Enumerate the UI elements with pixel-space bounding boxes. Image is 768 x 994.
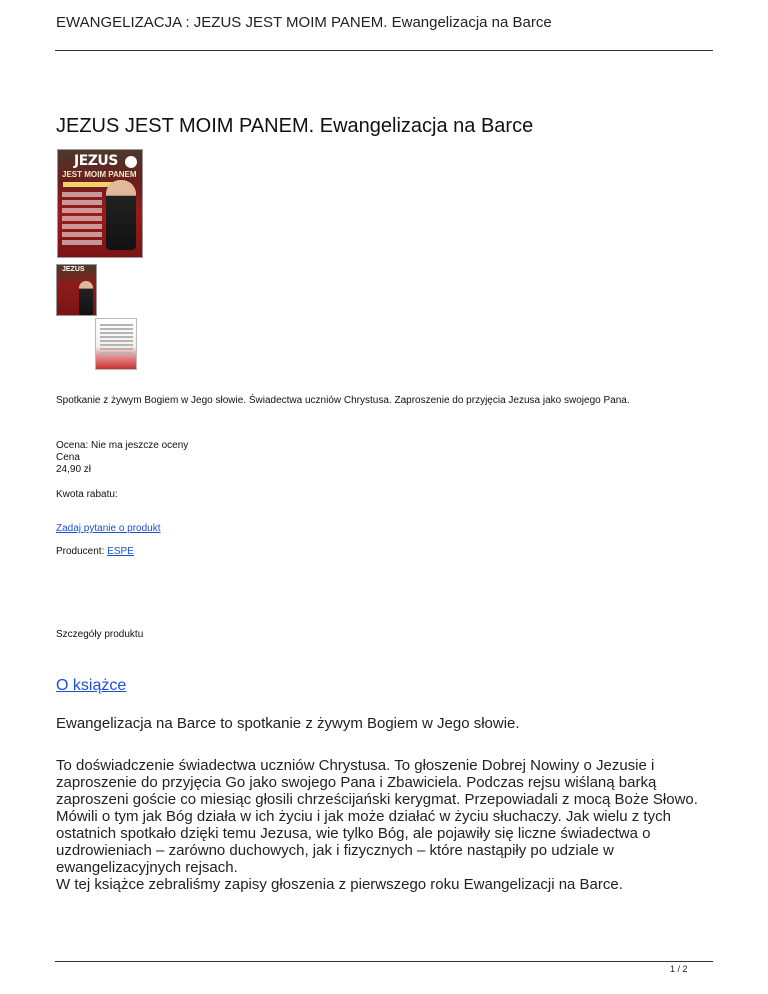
cover-subtitle: JEST MOIM PANEM xyxy=(62,170,137,179)
producer-row xyxy=(56,546,134,557)
cover-title: JEZUS xyxy=(74,153,118,169)
product-summary: Spotkanie z żywym Bogiem w Jego słowie. Świadectwa uczniów Chrystusa. Zaproszenie do przyjęcia Jezusa jako swojego Pana. xyxy=(56,395,630,406)
description-closing: W tej książce zebraliśmy zapisy głoszenia z pierwszego roku Ewangelizacji na Barce. xyxy=(56,876,623,893)
price-label: Cena xyxy=(56,452,80,463)
producer-label: Producent: xyxy=(56,546,108,557)
about-book-link[interactable]: O książce xyxy=(56,677,127,694)
description-body xyxy=(56,757,716,893)
cover-contents-list xyxy=(62,192,102,248)
rating-text: Ocena: Nie ma jeszcze oceny xyxy=(56,440,189,451)
page-title: JEZUS JEST MOIM PANEM. Ewangelizacja na Barce xyxy=(56,115,534,137)
price-value: 24,90 zł xyxy=(56,464,92,475)
back-cover-thumbnail[interactable] xyxy=(95,318,137,370)
back-cover-text xyxy=(100,324,133,356)
cover-thumbnail-figure xyxy=(79,281,93,315)
book-cover-image[interactable] xyxy=(57,149,143,258)
cover-thumbnail-title: JEZUS xyxy=(62,266,85,273)
page-number: 1 / 2 xyxy=(670,964,688,974)
cover-speaker-figure xyxy=(106,180,136,250)
emblem-icon xyxy=(125,156,137,168)
description-paragraph: To doświadczenie świadectwa uczniów Chrystusa. To głoszenie Dobrej Nowiny o Jezusie i zaproszenie do przyjęcia Go jako swojego Pana i Zbawiciela. Podczas rejsu wiślaną barką zaproszeni goście co miesiąc głosili chrześcijański kerygmat. Przepowiadali z mocą Boże Słowo. Mówili o tym jak Bóg działa w ich życiu i jak może działać w życiu słuchaczy. Jak wielu z tych ostatnich spotkało dzięki temu Jezusa, wie tylko Bóg, ale pojawiły się liczne świadectwa o uzdrowieniach – zarówno duchowych, jak i fizycznych – które nastąpiły po udziale w ewangelizacyjnych rejsach. xyxy=(56,757,698,876)
product-details-label: Szczegóły produktu xyxy=(56,629,144,640)
producer-link[interactable]: ESPE xyxy=(107,546,134,557)
ask-question-link[interactable]: Zadaj pytanie o produkt xyxy=(56,523,161,534)
footer-divider xyxy=(55,961,713,962)
lead-sentence: Ewangelizacja na Barce to spotkanie z żywym Bogiem w Jego słowie. xyxy=(56,715,520,732)
header-divider xyxy=(55,50,713,51)
cover-thumbnail[interactable] xyxy=(56,264,97,316)
running-head: EWANGELIZACJA : JEZUS JEST MOIM PANEM. Ewangelizacja na Barce xyxy=(56,14,552,31)
discount-label: Kwota rabatu: xyxy=(56,489,118,500)
cover-band xyxy=(63,182,113,187)
